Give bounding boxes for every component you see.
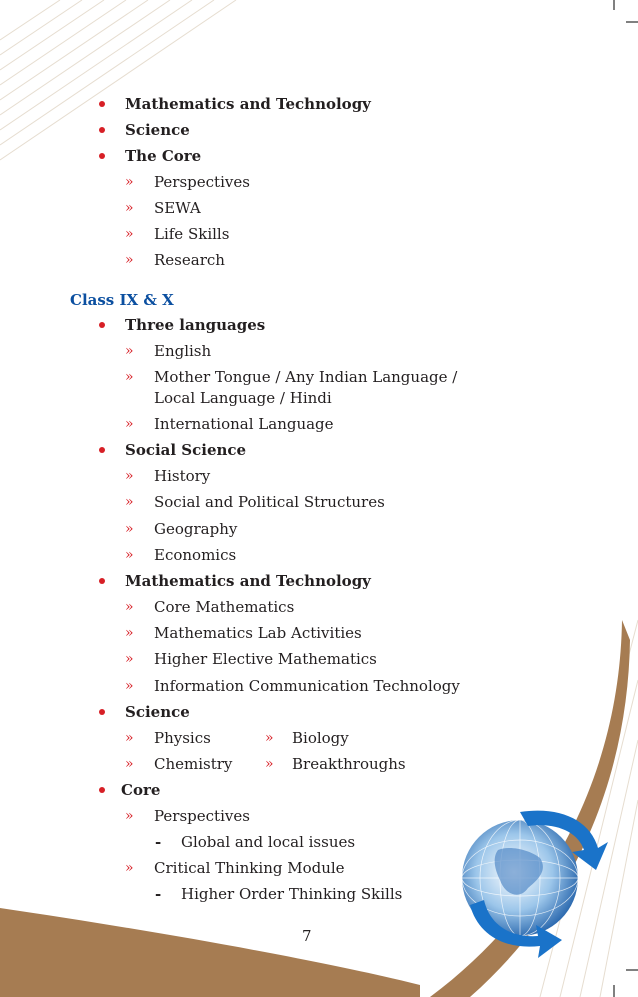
sub-list-item: Higher Elective Mathematics: [154, 650, 377, 668]
bullet-dot: [99, 787, 105, 793]
sub-list-item: Research: [154, 251, 225, 269]
sub-list-item: Economics: [154, 546, 237, 564]
chevron-marker: »: [125, 678, 134, 694]
chevron-marker: »: [125, 174, 134, 190]
sub-list-item: Geography: [154, 520, 238, 538]
chevron-marker: »: [125, 226, 134, 242]
sub-list-item: International Language: [154, 415, 334, 433]
sub-list-item: Critical Thinking Module: [154, 859, 345, 877]
chevron-marker: »: [125, 494, 134, 510]
sub-list-item: Physics: [154, 729, 211, 747]
bullet-dot: [99, 709, 105, 715]
bullet-dot: [99, 578, 105, 584]
crop-marks: [614, 0, 638, 997]
sub-list-item: Perspectives: [154, 173, 250, 191]
chevron-marker: »: [125, 369, 134, 385]
bullet-dot: [99, 447, 105, 453]
chevron-marker: »: [125, 252, 134, 268]
chevron-marker: »: [125, 651, 134, 667]
chevron-marker: »: [125, 343, 134, 359]
sub-list-item: Life Skills: [154, 225, 230, 243]
sub-list-item-continued: Local Language / Hindi: [154, 389, 332, 407]
chevron-marker: »: [125, 625, 134, 641]
sub-sub-list-item: Global and local issues: [181, 833, 356, 851]
chevron-marker: »: [125, 860, 134, 876]
chevron-marker: »: [125, 599, 134, 615]
list-item: The Core: [125, 147, 202, 165]
chevron-marker: »: [125, 200, 134, 216]
page-number: 7: [302, 927, 312, 945]
chevron-marker: »: [125, 730, 134, 746]
list-item: Mathematics and Technology: [125, 572, 371, 590]
sub-list-item: Social and Political Structures: [154, 493, 385, 511]
chevron-marker: »: [125, 547, 134, 563]
chevron-marker: »: [125, 416, 134, 432]
sub-list-item: Core Mathematics: [154, 598, 295, 616]
sub-list-item: Breakthroughs: [292, 755, 406, 773]
chevron-marker: »: [125, 808, 134, 824]
list-item: Mathematics and Technology: [125, 95, 371, 113]
list-item: Science: [125, 121, 190, 139]
sub-list-item: Information Communication Technology: [154, 677, 460, 695]
sub-list-item: History: [154, 467, 211, 485]
sub-list-item: Perspectives: [154, 807, 250, 825]
sub-list-item: Biology: [292, 729, 349, 747]
bullet-dot: [99, 153, 105, 159]
sub-sub-list-item: Higher Order Thinking Skills: [181, 885, 403, 903]
section-heading: Class IX & X: [70, 291, 174, 309]
list-item: Core: [121, 781, 161, 799]
sub-list-item: English: [154, 342, 212, 360]
sub-list-item: Chemistry: [154, 755, 233, 773]
dash-marker: -: [155, 833, 162, 851]
list-item: Science: [125, 703, 190, 721]
top-left-hatching: [0, 0, 236, 160]
chevron-marker: »: [125, 521, 134, 537]
sub-list-item: SEWA: [154, 199, 201, 217]
bullet-dot: [99, 322, 105, 328]
list-item: Social Science: [125, 441, 247, 459]
sub-list-item: Mother Tongue / Any Indian Language /: [154, 368, 458, 386]
chevron-marker: »: [125, 756, 134, 772]
bullet-dot: [99, 127, 105, 133]
sub-list-item: Mathematics Lab Activities: [154, 624, 362, 642]
chevron-marker: »: [125, 468, 134, 484]
chevron-marker: »: [265, 730, 274, 746]
bullet-dot: [99, 101, 105, 107]
chevron-marker: »: [265, 756, 274, 772]
dash-marker: -: [155, 885, 162, 903]
bottom-wave: [0, 908, 420, 997]
globe-icon: [462, 811, 608, 958]
list-item: Three languages: [125, 316, 266, 334]
